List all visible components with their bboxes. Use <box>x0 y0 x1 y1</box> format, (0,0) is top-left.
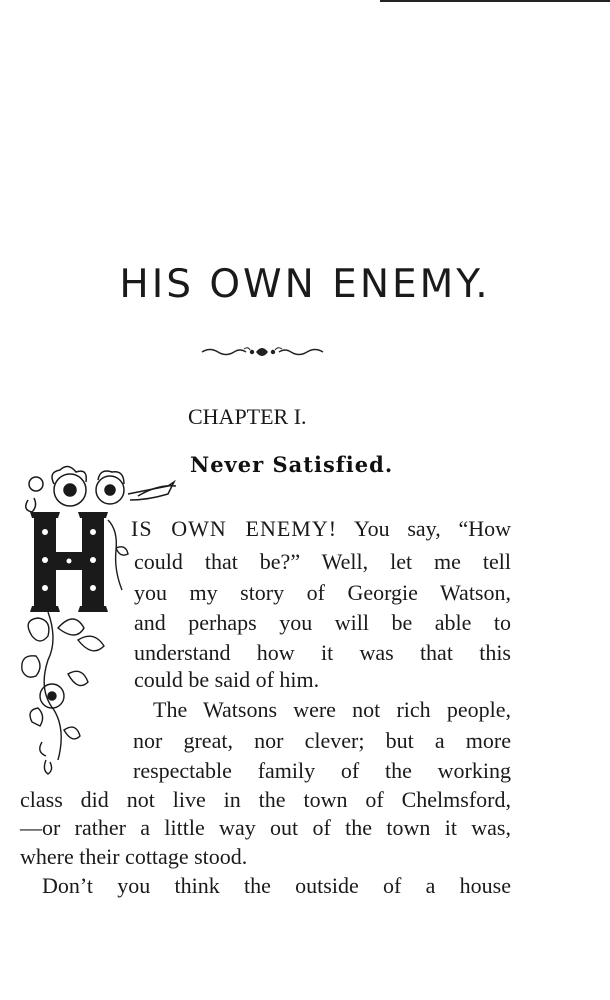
top-rule <box>380 0 610 2</box>
text-line-12: where their cottage stood. <box>20 844 248 869</box>
text-line-6: could be said of him. <box>134 667 320 692</box>
opening-words: IS OWN ENEMY! <box>131 516 338 541</box>
text-line-5: understand how it was that this <box>134 640 511 665</box>
text-line-2: could that be?” Well, let me tell <box>134 549 511 574</box>
opening-line-rest: You say, “How <box>337 516 511 541</box>
text-line-10: class did not live in the town of Chelmsford, <box>20 787 511 812</box>
chapter-number: CHAPTER I. <box>188 404 307 429</box>
text-line-13: Don’t you think the outside of a house <box>42 873 511 898</box>
text-line-9: respectable family of the working <box>133 758 511 783</box>
book-title: HIS OWN ENEMY. <box>119 262 491 307</box>
text-line-1 <box>131 516 511 542</box>
text-line-8: nor great, nor clever; but a more <box>133 728 511 753</box>
text-line-3: you my story of Georgie Watson, <box>134 580 511 605</box>
chapter-title: Never Satisfied. <box>190 452 394 477</box>
text-line-7: The Watsons were not rich people, <box>153 697 511 722</box>
text-line-4: and perhaps you will be able to <box>134 610 511 635</box>
floral-divider-icon <box>200 344 325 360</box>
text-line-11: —or rather a little way out of the town it was, <box>20 815 511 840</box>
